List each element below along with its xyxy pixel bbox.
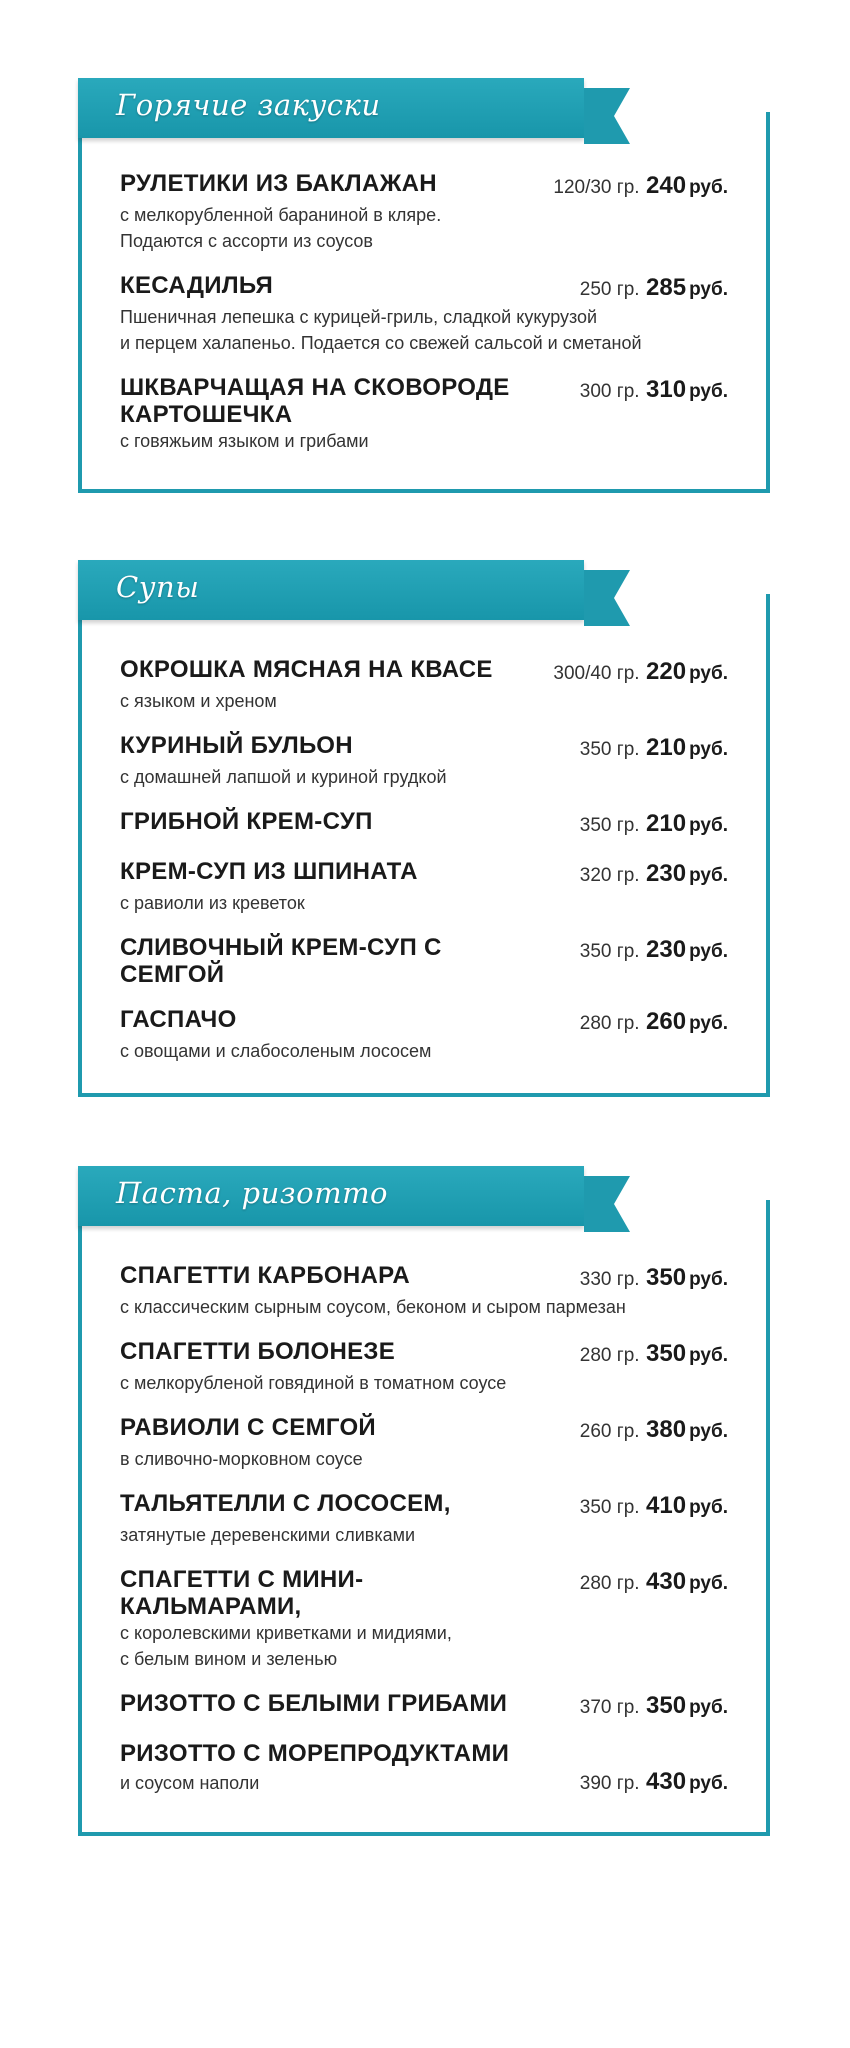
menu-item [120, 1338, 728, 1396]
menu-item [120, 374, 728, 454]
item-weight: 250 гр. [579, 279, 640, 300]
item-name: РУЛЕТИКИ ИЗ БАКЛАЖАН [120, 170, 437, 197]
item-currency: руб. [689, 1345, 728, 1366]
item-price-value: 350 [646, 1264, 687, 1291]
item-currency: руб. [689, 1497, 728, 1518]
item-currency: руб. [689, 1013, 728, 1034]
item-price [580, 1490, 728, 1522]
section-title: Паста, ризотто [116, 1176, 389, 1210]
item-price-value: 380 [646, 1416, 687, 1443]
item-price-value: 350 [646, 1340, 687, 1367]
item-price [580, 272, 728, 304]
menu-item [120, 934, 728, 988]
menu-item [120, 1740, 728, 1796]
section-header [78, 1166, 584, 1226]
item-list [120, 656, 728, 1082]
item-description: с овощами и слабосоленым лососем [120, 1041, 432, 1061]
item-name: ТАЛЬЯТЕЛЛИ С ЛОСОСЕМ, [120, 1490, 451, 1517]
item-weight: 280 гр. [579, 1573, 640, 1594]
menu-item [120, 1006, 728, 1064]
item-description: Пшеничная лепешка с курицей-гриль, сладкой кукурузой и перцем халапеньо. Подается со свежей сальсой и сметаной [120, 307, 642, 353]
item-name: КРЕМ-СУП ИЗ ШПИНАТА [120, 858, 418, 885]
item-name: ГРИБНОЙ КРЕМ-СУП [120, 808, 373, 835]
ribbon-icon [584, 570, 630, 626]
item-description: с королевскими криветками и мидиями, с белым вином и зеленью [120, 1623, 452, 1669]
item-price [553, 170, 728, 202]
item-weight: 350 гр. [579, 1497, 640, 1518]
item-price [580, 1690, 728, 1722]
item-name: СПАГЕТТИ БОЛОНЕЗЕ [120, 1338, 396, 1365]
item-description: и соусом наполи [120, 1773, 260, 1793]
item-name: ГАСПАЧО [120, 1006, 237, 1033]
item-name: КУРИНЫЙ БУЛЬОН [120, 732, 353, 759]
item-weight: 370 гр. [579, 1697, 640, 1718]
item-currency: руб. [689, 663, 728, 684]
item-currency: руб. [689, 739, 728, 760]
item-price [580, 1338, 728, 1370]
item-name: СПАГЕТТИ С МИНИ-КАЛЬМАРАМИ, [120, 1566, 364, 1620]
section-title: Горячие закуски [116, 88, 381, 122]
menu-item [120, 1262, 728, 1320]
menu-item [120, 732, 728, 790]
item-price-value: 260 [646, 1008, 687, 1035]
item-description: с мелкорубленной бараниной в кляре. Подаются с ассорти из соусов [120, 205, 442, 251]
item-price [580, 732, 728, 764]
item-name: КЕСАДИЛЬЯ [120, 272, 274, 299]
item-price [580, 808, 728, 840]
item-weight: 350 гр. [579, 739, 640, 760]
item-description: с равиоли из креветок [120, 893, 305, 913]
menu-section-hot-snacks [78, 78, 770, 493]
item-name: РИЗОТТО С МОРЕПРОДУКТАМИ [120, 1740, 510, 1767]
item-weight: 300 гр. [579, 381, 640, 402]
section-header [78, 560, 584, 620]
item-name: СПАГЕТТИ КАРБОНАРА [120, 1262, 410, 1289]
item-description: с классическим сырным соусом, беконом и сыром пармезан [120, 1297, 626, 1317]
item-price-value: 220 [646, 658, 687, 685]
item-weight: 330 гр. [579, 1269, 640, 1290]
item-weight: 300/40 гр. [553, 663, 640, 684]
menu-item [120, 808, 728, 840]
item-weight: 350 гр. [579, 815, 640, 836]
item-description: с мелкорубленой говядиной в томатном соусе [120, 1373, 507, 1393]
item-currency: руб. [689, 1269, 728, 1290]
item-name: РАВИОЛИ С СЕМГОЙ [120, 1414, 376, 1441]
item-price [580, 1006, 728, 1038]
item-description: в сливочно-морковном соусе [120, 1449, 363, 1469]
item-price [580, 374, 728, 406]
item-description: с языком и хреном [120, 691, 277, 711]
item-price-value: 430 [646, 1568, 687, 1595]
item-price-value: 430 [646, 1768, 687, 1795]
item-price-value: 210 [646, 734, 687, 761]
item-description: с говяжьим языком и грибами [120, 431, 369, 451]
item-currency: руб. [689, 279, 728, 300]
item-currency: руб. [689, 1573, 728, 1594]
item-currency: руб. [689, 1697, 728, 1718]
item-price [580, 1566, 728, 1598]
item-list [120, 170, 728, 472]
menu-item [120, 656, 728, 714]
item-currency: руб. [689, 1773, 728, 1794]
section-title: Супы [116, 570, 200, 604]
item-price-value: 310 [646, 376, 687, 403]
menu-item [120, 272, 728, 356]
item-price-value: 230 [646, 936, 687, 963]
item-price [580, 934, 728, 966]
item-price-value: 285 [646, 274, 687, 301]
item-name: РИЗОТТО С БЕЛЫМИ ГРИБАМИ [120, 1690, 508, 1717]
item-description: с домашней лапшой и куриной грудкой [120, 767, 447, 787]
item-name: ОКРОШКА МЯСНАЯ НА КВАСЕ [120, 656, 493, 683]
menu-item [120, 1690, 728, 1722]
item-weight: 350 гр. [579, 941, 640, 962]
item-price [580, 1740, 728, 1798]
ribbon-icon [584, 1176, 630, 1232]
section-header [78, 78, 584, 138]
item-weight: 280 гр. [579, 1013, 640, 1034]
item-price [580, 1262, 728, 1294]
item-price [553, 656, 728, 688]
item-weight: 280 гр. [579, 1345, 640, 1366]
menu-item [120, 170, 728, 254]
item-weight: 260 гр. [579, 1421, 640, 1442]
item-price-value: 210 [646, 810, 687, 837]
item-name: СЛИВОЧНЫЙ КРЕМ-СУП С СЕМГОЙ [120, 934, 442, 988]
ribbon-icon [584, 88, 630, 144]
menu-section-soups [78, 560, 770, 1097]
item-name: ШКВАРЧАЩАЯ НА СКОВОРОДЕ КАРТОШЕЧКА [120, 374, 510, 428]
menu-item [120, 1490, 728, 1548]
item-price-value: 230 [646, 860, 687, 887]
item-weight: 120/30 гр. [553, 177, 640, 198]
item-price-value: 350 [646, 1692, 687, 1719]
item-price [580, 1414, 728, 1446]
item-weight: 390 гр. [579, 1773, 640, 1794]
item-description: затянутые деревенскими сливками [120, 1525, 416, 1545]
item-currency: руб. [689, 941, 728, 962]
item-currency: руб. [689, 381, 728, 402]
menu-item [120, 858, 728, 916]
item-weight: 320 гр. [579, 865, 640, 886]
item-price-value: 410 [646, 1492, 687, 1519]
item-list [120, 1262, 728, 1814]
item-price [580, 858, 728, 890]
menu-item [120, 1566, 728, 1672]
item-currency: руб. [689, 865, 728, 886]
item-currency: руб. [689, 1421, 728, 1442]
item-price-value: 240 [646, 172, 687, 199]
menu-section-pasta-risotto [78, 1166, 770, 1836]
menu-item [120, 1414, 728, 1472]
item-currency: руб. [689, 177, 728, 198]
item-currency: руб. [689, 815, 728, 836]
